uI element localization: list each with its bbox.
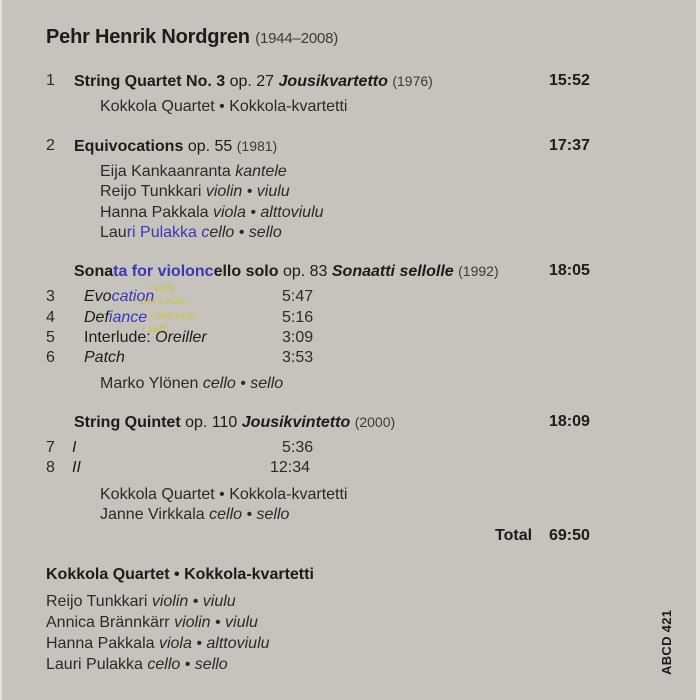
work-finnish-title: Jousikvintetto (241, 414, 351, 431)
work-year: (1981) (236, 138, 278, 154)
work-opus: op. 55 (187, 138, 233, 155)
work-title: String Quartet No. 3 (74, 73, 226, 90)
performer-name: Marko Ylönen (100, 375, 203, 392)
member-instrument: cello • sello (147, 656, 228, 673)
work-finnish-title: Jousikvartetto (278, 73, 388, 90)
performer (100, 374, 283, 394)
performer-name: Hanna Pakkala (100, 204, 213, 221)
movement-title-highlight: iance (108, 309, 148, 326)
work-title-line (74, 261, 499, 282)
work-year: (1976) (392, 73, 433, 89)
ensemble-title: Kokkola Quartet • Kokkola-kvartetti (46, 566, 314, 583)
work-title-line (74, 412, 395, 433)
performer-instrument-highlight: c (201, 224, 210, 241)
performer (100, 505, 289, 525)
work-title: String Quintet (74, 414, 181, 431)
performer-name: Reijo Tunkkari (100, 183, 206, 200)
performer: Kokkola Quartet • Kokkola-kvartetti (100, 486, 348, 503)
ensemble-member (46, 655, 228, 675)
work-duration: 18:05 (549, 262, 590, 279)
work-title-line (74, 71, 433, 92)
movement-title (84, 287, 154, 307)
member-instrument: viola • alttoviulu (158, 635, 270, 652)
movement-title-text: Interlude: (84, 329, 156, 346)
member-name: Hanna Pakkala (46, 635, 159, 652)
performer (100, 203, 324, 223)
movement-duration: 12:34 (270, 459, 311, 476)
movement-title-highlight: cation (111, 288, 155, 305)
movement-title: II (72, 459, 81, 476)
performer-instrument: ello • sello (209, 224, 282, 241)
movement-title-text: Def (84, 309, 109, 326)
member-name: Annica Brännkärr (46, 614, 175, 631)
work-title: ello solo (213, 263, 279, 280)
performer-name: Eija Kankaanranta (100, 163, 236, 180)
member-name: Lauri Pulakka (46, 656, 148, 673)
movement-duration: 3:09 (282, 329, 314, 346)
member-instrument: violin • viulu (174, 614, 258, 631)
track-number: 7 (46, 439, 55, 456)
work-duration: 18:09 (549, 413, 590, 430)
performer: Kokkola Quartet • Kokkola-kvartetti (100, 98, 348, 115)
ensemble-member (46, 592, 236, 612)
work-title-line (74, 136, 277, 157)
track-number: 6 (46, 349, 55, 366)
performer-name-highlight: ri Pulakka (126, 224, 202, 241)
performer-instrument: viola • alttoviulu (212, 204, 324, 221)
work-title: Equivocations (74, 138, 184, 155)
performer (100, 182, 290, 202)
movement-title-text: Evo (84, 288, 112, 305)
ghost-text: • sello (142, 324, 169, 335)
performer-name: Lau (100, 224, 127, 241)
catalog-number: ABCD 421 (659, 609, 674, 675)
track-number: 8 (46, 459, 55, 476)
ensemble-member (46, 634, 270, 654)
member-instrument: violin • viulu (151, 593, 236, 610)
work-title-highlight: ta for violonc (113, 263, 214, 280)
work-duration: 15:52 (549, 72, 590, 89)
movement-title: Patch (84, 349, 125, 366)
movement-duration: 5:16 (282, 309, 314, 326)
work-opus: op. 27 (229, 73, 275, 90)
composer-name: Pehr Henrik Nordgren (46, 26, 250, 48)
composer-years: (1944–2008) (255, 30, 339, 47)
movement-title-italic: Oreiller (155, 329, 207, 346)
work-year: (2000) (354, 414, 396, 430)
movement-title: I (72, 439, 77, 456)
performer-name: Janne Virkkala (100, 506, 210, 523)
track-number: 4 (46, 309, 55, 326)
work-title: Sona (74, 263, 114, 280)
work-year: (1992) (458, 263, 499, 279)
total-label: Total (495, 527, 533, 544)
work-opus: op. 110 (185, 414, 238, 431)
ensemble-member (46, 613, 258, 633)
ghost-text: olin • viulu (140, 296, 186, 307)
work-finnish-title: Sonaatti sellolle (331, 263, 454, 280)
track-number: 1 (46, 72, 55, 89)
total-duration: 69:50 (549, 527, 590, 544)
movement-title (84, 328, 207, 348)
work-opus: op. 83 (282, 263, 328, 280)
movement-duration: 5:47 (282, 288, 314, 305)
performer-instrument: cello • sello (202, 375, 284, 392)
performer-instrument: cello • sello (209, 506, 290, 523)
work-duration: 17:37 (549, 137, 590, 154)
performer-instrument: violin • viulu (205, 183, 290, 200)
track-number: 3 (46, 288, 55, 305)
movement-duration: 3:53 (282, 349, 314, 366)
ghost-text: • alttoviulu (150, 311, 196, 322)
member-name: Reijo Tunkkari (46, 593, 152, 610)
track-number: 5 (46, 329, 55, 346)
movement-duration: 5:36 (282, 439, 314, 456)
track-number: 2 (46, 137, 55, 154)
ghost-text: • viulu (148, 283, 175, 294)
movement-title (84, 308, 147, 328)
performer (100, 162, 287, 182)
composer-header (46, 26, 338, 49)
performer (100, 223, 282, 243)
performer-instrument: kantele (235, 163, 287, 180)
